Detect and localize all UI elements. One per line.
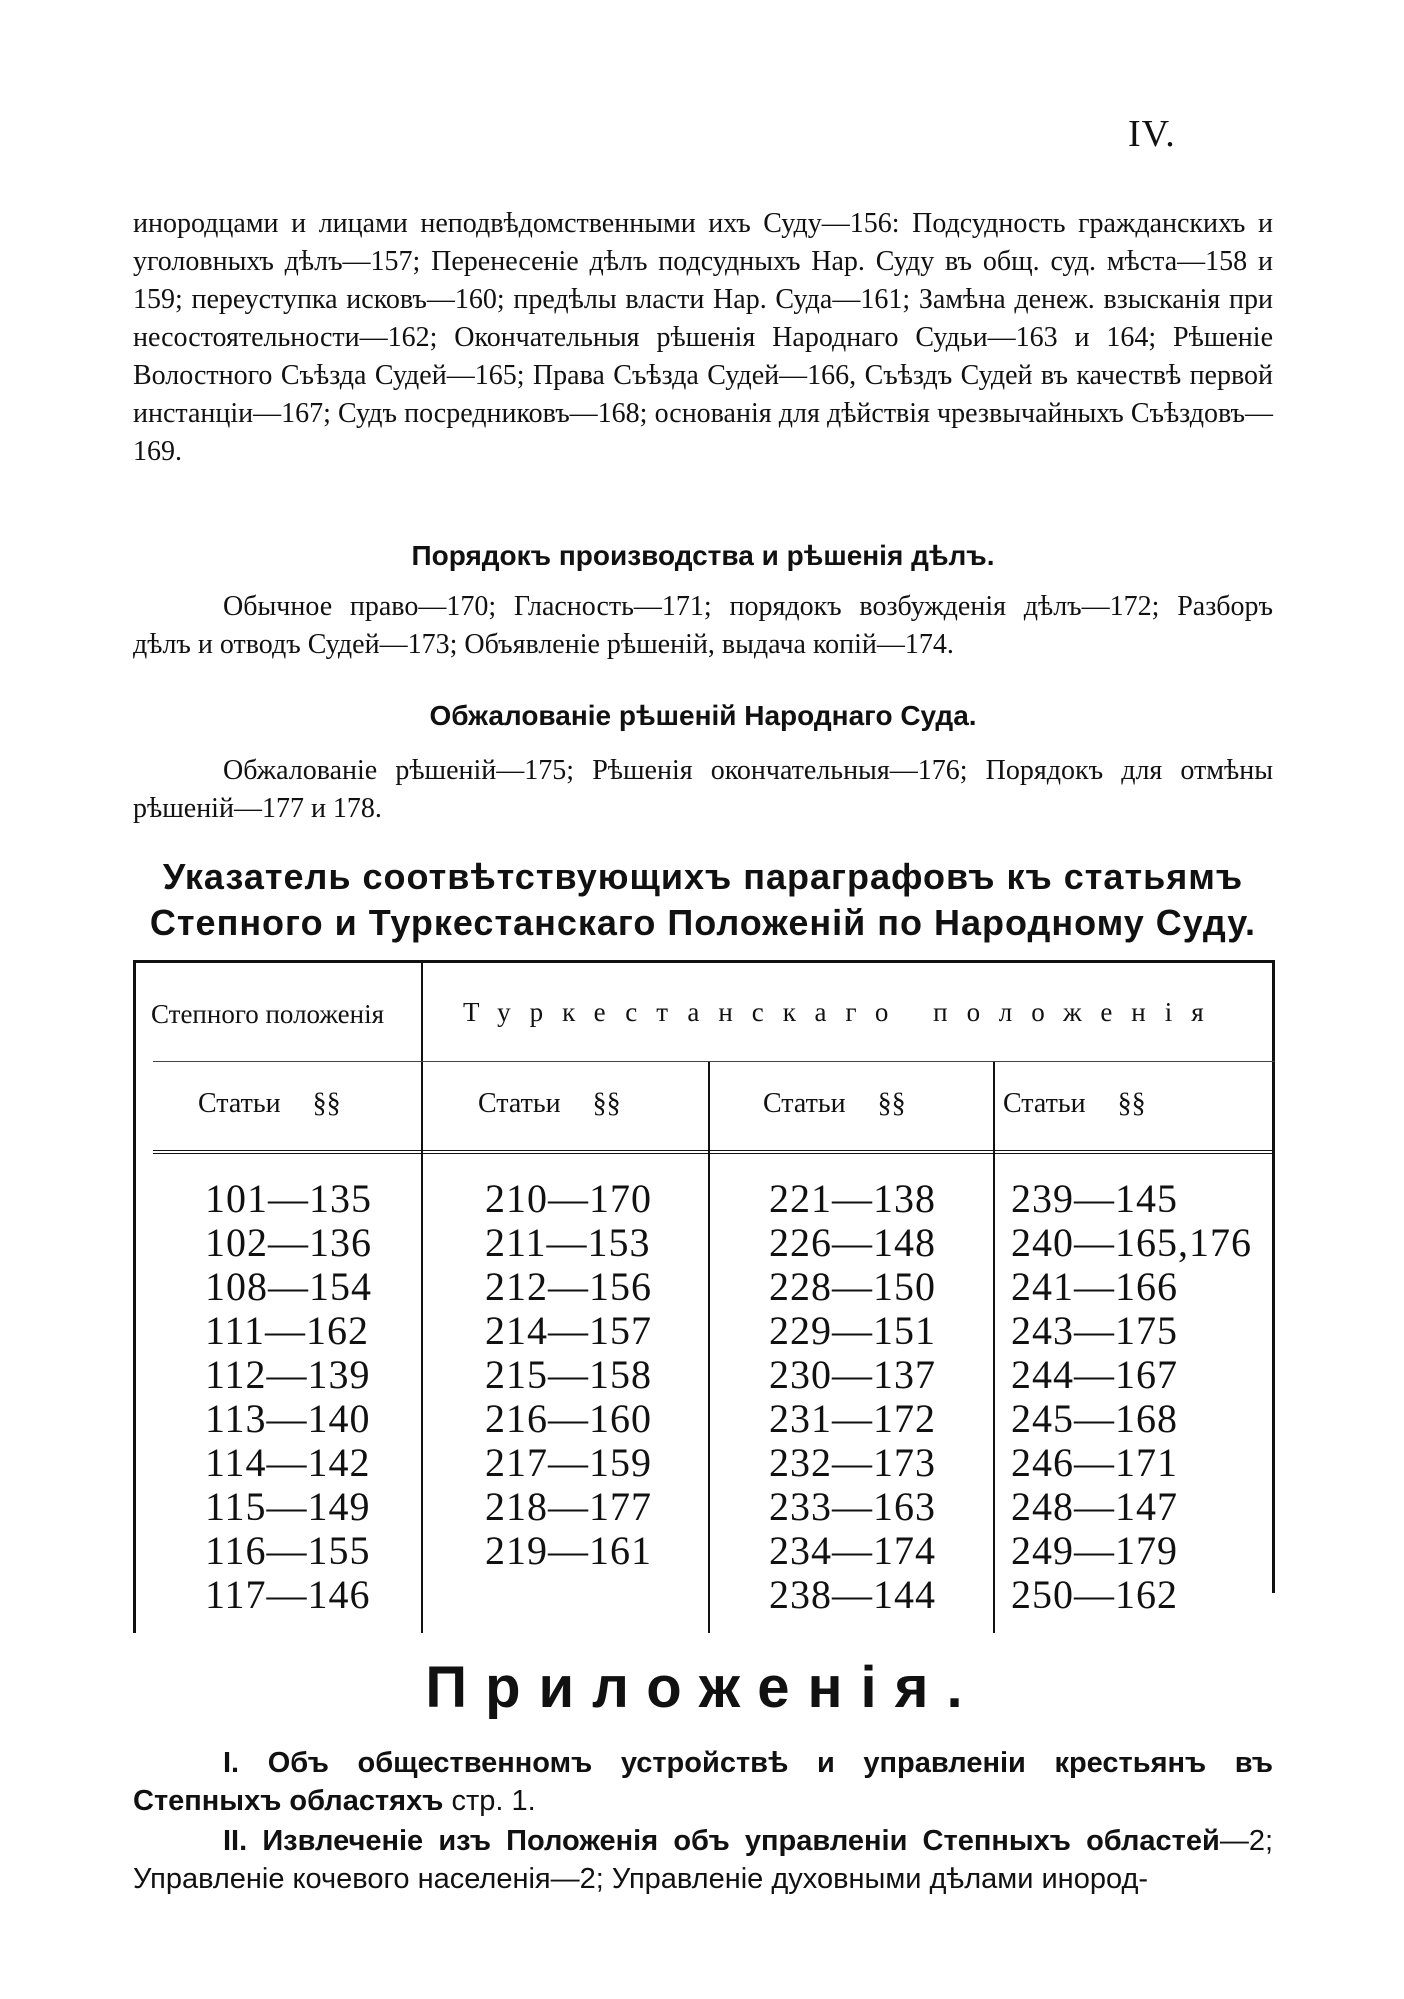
appendix-item-2-title: II. Извлеченіе изъ Положенія объ управленіи Степныхъ областей bbox=[223, 1825, 1220, 1857]
correspondence-table bbox=[133, 960, 1275, 1633]
subheader-paragraphs: §§ bbox=[1117, 1088, 1146, 1119]
table-cell: 219—161 bbox=[485, 1528, 652, 1573]
table-cell: 102—136 bbox=[205, 1220, 372, 1265]
table-cell: 215—158 bbox=[485, 1352, 652, 1397]
table-cell: 217—159 bbox=[485, 1440, 652, 1485]
table-divider-3 bbox=[993, 1061, 995, 1633]
page-number: IV. bbox=[1128, 113, 1176, 155]
table-cell: 108—154 bbox=[205, 1264, 372, 1309]
table-cell: 212—156 bbox=[485, 1264, 652, 1309]
table-cell: 211—153 bbox=[485, 1220, 651, 1265]
table-cell: 245—168 bbox=[1011, 1396, 1178, 1441]
table-cell: 111—162 bbox=[205, 1308, 370, 1353]
table-cell: 233—163 bbox=[769, 1484, 936, 1529]
table-cell: 216—160 bbox=[485, 1396, 652, 1441]
procedure-heading: Порядокъ производства и рѣшенія дѣлъ. bbox=[411, 540, 995, 571]
table-cell: 246—171 bbox=[1011, 1440, 1178, 1485]
table-border-left bbox=[133, 963, 136, 1633]
table-cell: 243—175 bbox=[1011, 1308, 1178, 1353]
column-turkestan-3 bbox=[1011, 1177, 1252, 1617]
table-cell: 101—135 bbox=[205, 1176, 372, 1221]
table-cell: 232—173 bbox=[769, 1440, 936, 1485]
table-rule-double bbox=[153, 1150, 1275, 1158]
appeal-heading: Обжалованіе рѣшеній Народнаго Суда. bbox=[429, 700, 977, 731]
table-cell: 231—172 bbox=[769, 1396, 936, 1441]
subheader-paragraphs: §§ bbox=[592, 1088, 621, 1119]
intro-paragraph: инородцами и лицами неподвѣдомственными ихъ Суду—156: Подсудность гражданскихъ и уголовныхъ дѣлъ—157; Перенесеніе дѣлъ подсудныхъ Нар. Суду въ общ. суд. мѣста—158 и 159; переуступка исковъ—160; предѣлы власти Нар. Суда—161; Замѣна денеж. взысканія при несостоятельности—162; Окончательныя рѣшенія Народнаго Судьи—163 и 164; Рѣшеніе Волостного Съѣзда Судей—165; Права Съѣзда Судей—166, Съѣздъ Судей въ качествѣ первой инстанціи—167; Судъ посредниковъ—168; основанія для дѣйствія чрезвычайныхъ Съѣздовъ—169. bbox=[133, 208, 1273, 467]
table-cell: 234—174 bbox=[769, 1528, 936, 1573]
column-steppe bbox=[205, 1177, 372, 1617]
procedure-text: Обычное право—170; Гласность—171; порядокъ возбужденія дѣлъ—172; Разборъ дѣлъ и отводъ Судей—173; Объявленіе рѣшеній, выдача копій—174. bbox=[133, 591, 1273, 660]
subheader-articles: Статьи bbox=[1003, 1088, 1086, 1119]
table-cell: 228—150 bbox=[769, 1264, 936, 1309]
column-turkestan-1 bbox=[485, 1177, 652, 1573]
table-rule-header bbox=[153, 1061, 1275, 1062]
header-turkestan: Туркестанскаго положенія bbox=[463, 997, 1223, 1027]
appeal-text: Обжалованіе рѣшеній—175; Рѣшенія окончательныя—176; Порядокъ для отмѣны рѣшеній—177 и 178. bbox=[133, 755, 1273, 824]
subheader-articles: Статьи bbox=[198, 1088, 281, 1119]
table-cell: 116—155 bbox=[205, 1528, 371, 1573]
table-cell: 218—177 bbox=[485, 1484, 652, 1529]
subheader-col-4 bbox=[1003, 1088, 1146, 1120]
table-cell: 229—151 bbox=[769, 1308, 936, 1353]
table-cell: 115—149 bbox=[205, 1484, 371, 1529]
table-cell: 113—140 bbox=[205, 1396, 371, 1441]
table-cell: 114—142 bbox=[205, 1440, 371, 1485]
subheader-col-2 bbox=[478, 1088, 621, 1120]
table-divider-1 bbox=[421, 963, 423, 1633]
table-cell: 249—179 bbox=[1011, 1528, 1178, 1573]
table-cell: 112—139 bbox=[205, 1352, 371, 1397]
table-cell: 226—148 bbox=[769, 1220, 936, 1265]
table-cell: 238—144 bbox=[769, 1572, 936, 1617]
subheader-articles: Статьи bbox=[478, 1088, 561, 1119]
table-divider-2 bbox=[708, 1061, 710, 1633]
table-cell: 240—165,176 bbox=[1011, 1220, 1252, 1265]
subheader-col-3 bbox=[763, 1088, 906, 1120]
table-cell: 244—167 bbox=[1011, 1352, 1178, 1397]
appendix-item-1 bbox=[133, 1744, 1273, 1820]
appendix-item-2 bbox=[133, 1822, 1273, 1898]
index-heading: Указатель соотвѣтствующихъ параграфовъ къ статьямъ Степного и Туркестанскаго Положеній по Народному Суду. bbox=[149, 856, 1257, 943]
table-border-right bbox=[1272, 963, 1275, 1593]
appendix-item-1-title: I. Объ общественномъ устройствѣ и управленіи крестьянъ въ Степныхъ областяхъ bbox=[133, 1747, 1273, 1817]
subheader-articles: Статьи bbox=[763, 1088, 846, 1119]
table-cell: 210—170 bbox=[485, 1176, 652, 1221]
subheader-col-1 bbox=[198, 1088, 341, 1120]
table-cell: 214—157 bbox=[485, 1308, 652, 1353]
table-cell: 239—145 bbox=[1011, 1176, 1178, 1221]
subheader-paragraphs: §§ bbox=[877, 1088, 906, 1119]
header-steppe: Степного положенія bbox=[151, 999, 385, 1029]
appendix-item-1-page: стр. 1. bbox=[451, 1785, 536, 1817]
table-cell: 248—147 bbox=[1011, 1484, 1178, 1529]
appendices-heading: Приложенія. bbox=[425, 1655, 981, 1720]
table-cell: 250—162 bbox=[1011, 1572, 1178, 1617]
subheader-paragraphs: §§ bbox=[312, 1088, 341, 1119]
appendix-item-2-rest: —2; Управленіе кочевого населенія—2; Управленіе духовными дѣлами инород- bbox=[133, 1825, 1273, 1895]
column-turkestan-2 bbox=[769, 1177, 936, 1617]
table-cell: 230—137 bbox=[769, 1352, 936, 1397]
table-cell: 117—146 bbox=[205, 1572, 371, 1617]
table-cell: 221—138 bbox=[769, 1176, 936, 1221]
table-cell: 241—166 bbox=[1011, 1264, 1178, 1309]
